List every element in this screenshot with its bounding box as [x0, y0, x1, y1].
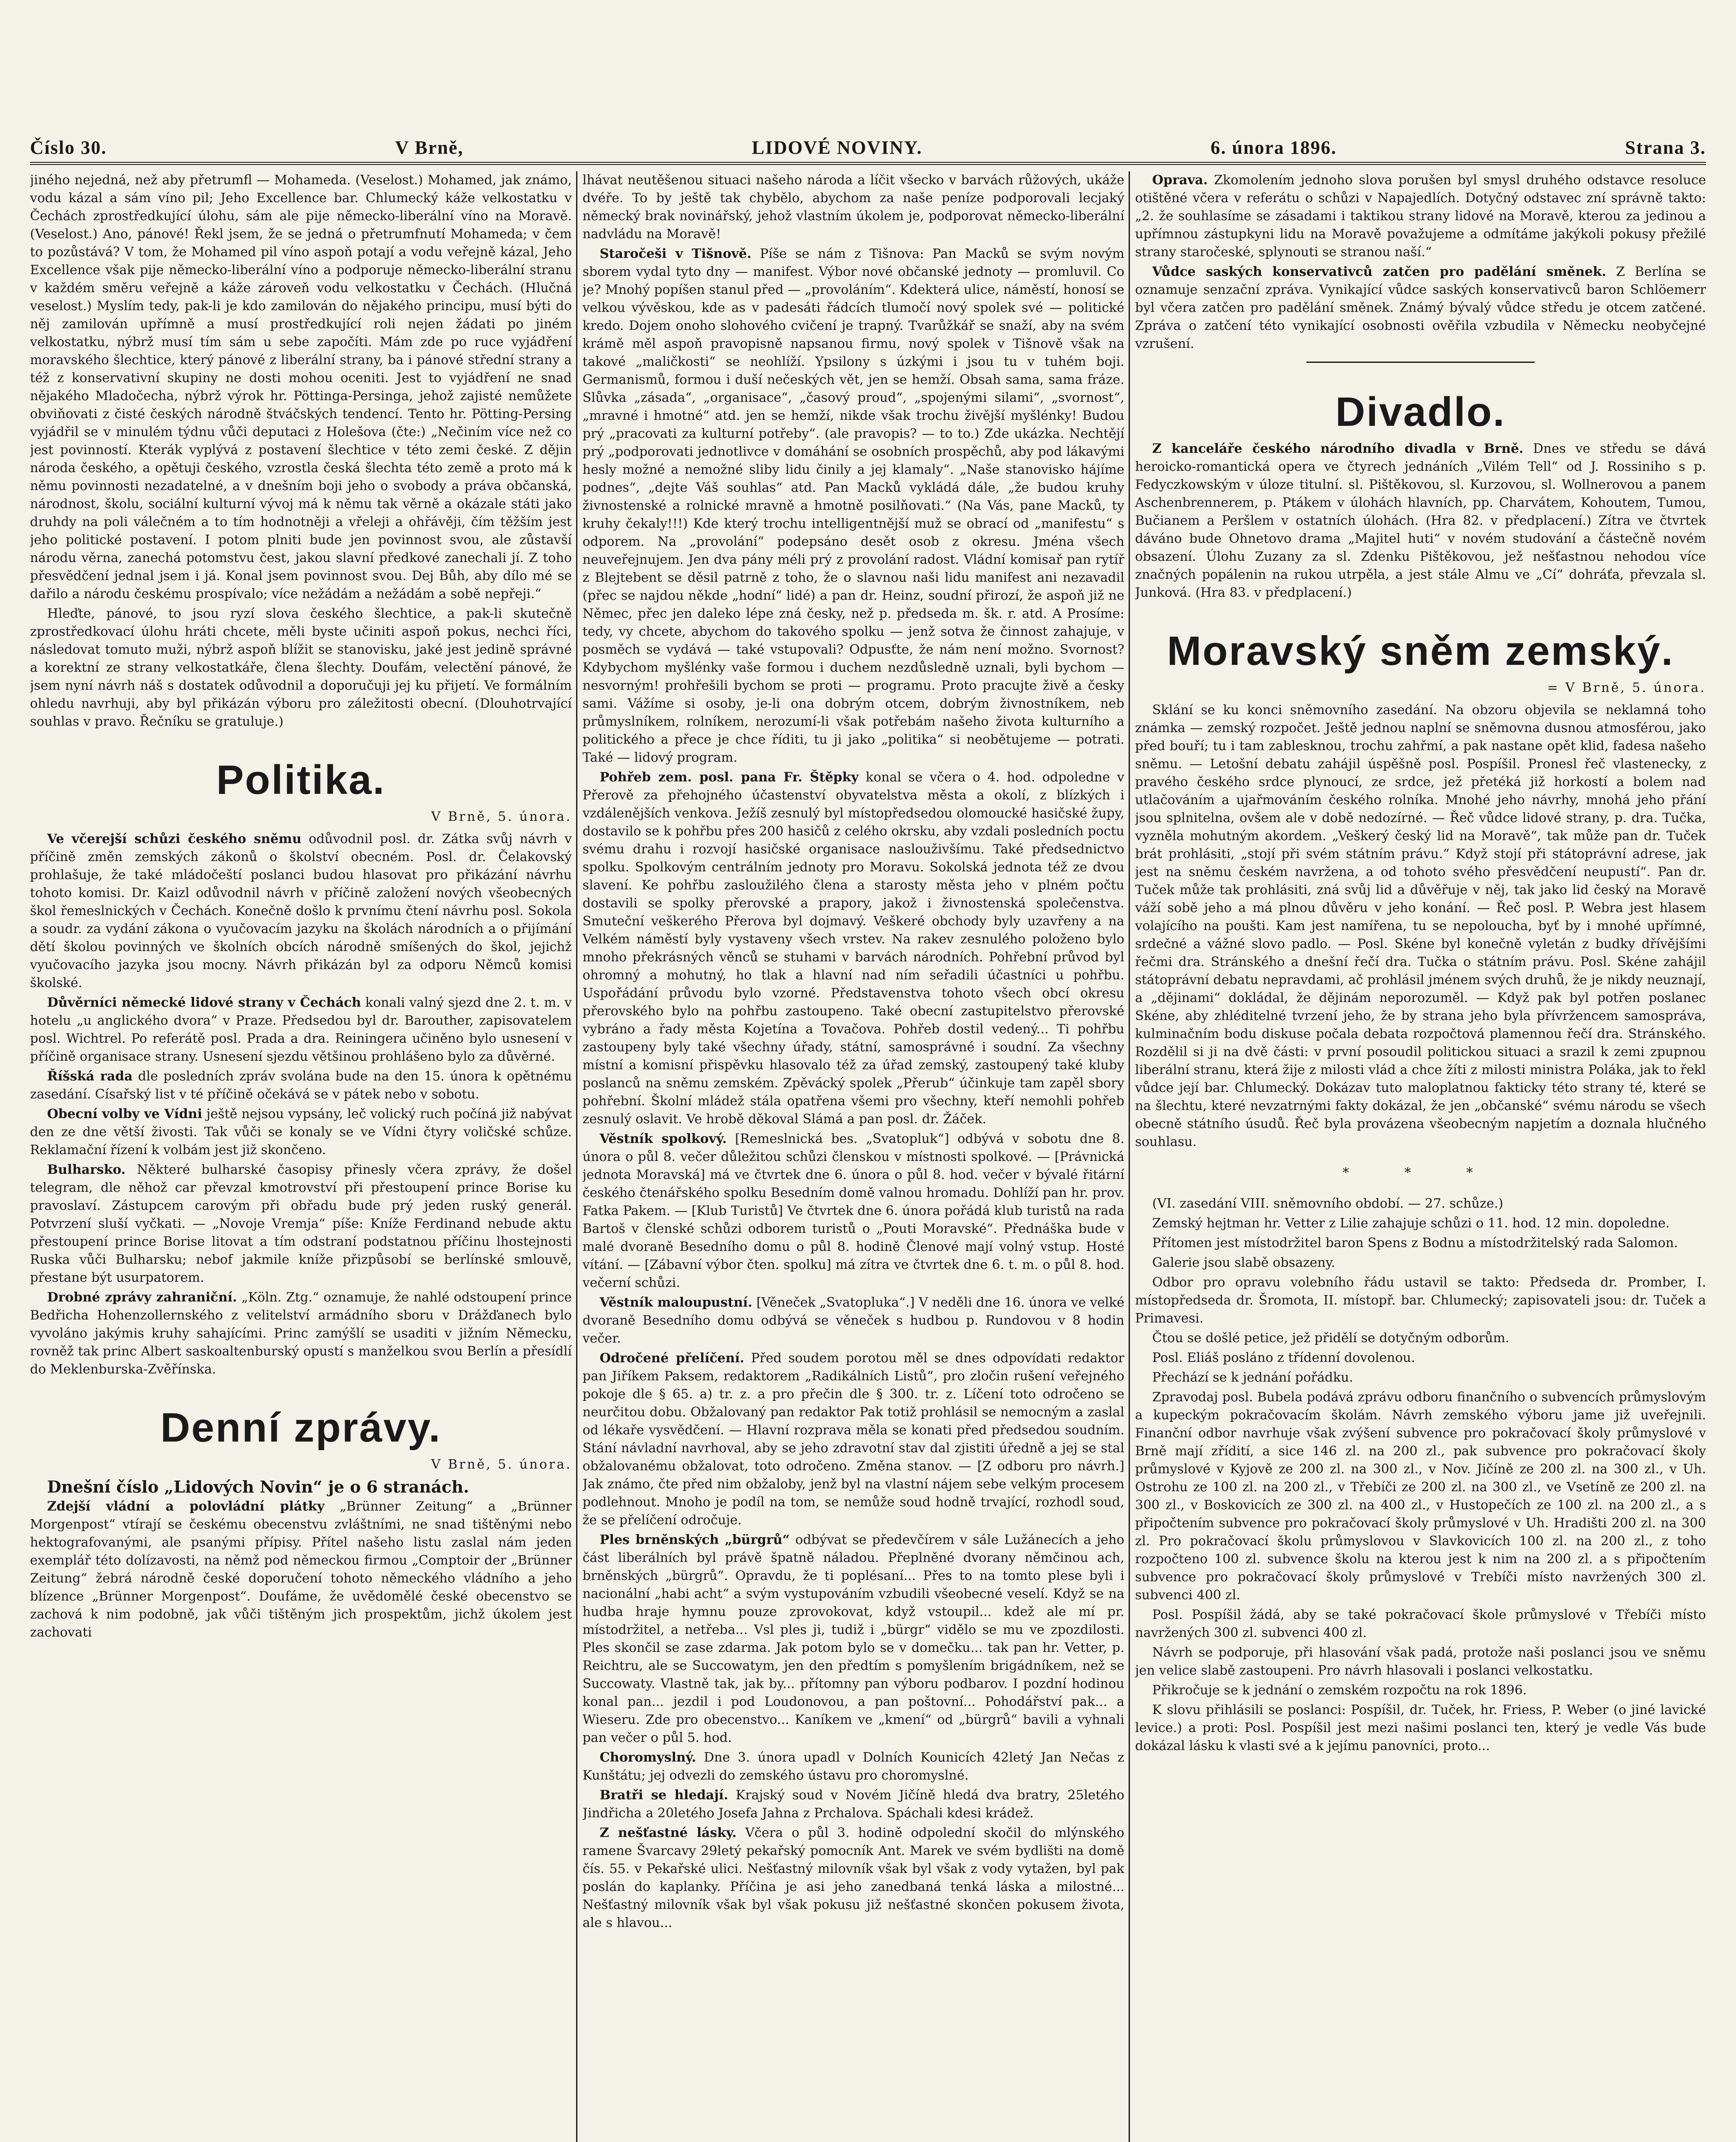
newspaper-title: LIDOVÉ NOVINY.: [752, 137, 923, 158]
article-continuation: lhávat neutěšenou situaci našeho národa a líčit všecko v barvách růžových, ukáže dvéře. To by ještě tak chybělo, abychom za naše peníze podporovali lecjaký německý brak novinářský, jehož vlastním úkolem je, podporovat německo-liberální nadvládu na Moravě!: [583, 173, 1124, 242]
dateline: V Brně, 5. února.: [431, 1457, 572, 1472]
article-body: odůvodnil posl. dr. Zátka svůj návrh v příčině změn zemských zákonů o školství obecném. Posl. dr. Čelakovský prohlašuje, že také mládočeští poslanci budou hlasovat pro přikázání návrhu tohoto komisi. Dr. Kaizl odůvodnil návrh v příčině založení nových všeobecných škol řemeslnických v Čechách. Konečně došlo k prvnímu čtení návrhu posl. Sokola a soudr. za vydání zákona o vyučovacím jazyku na školách národních a o přijímání dětí školou povinných ve školních obcích národně smíšených do škol, jejichž vyučovacího jazyka jsou mocny. Návrh přikázán byl za odporu Němců komisi školské.: [30, 832, 572, 990]
paragraph: Zpravodaj posl. Bubela podává zprávu odboru finančního o subvencích průmyslovým a kupeckým pokračovacím školám. Návrh zemského výboru jame již uveřejnili. Finanční odbor navrhuje však zvýšení subvence pro pokračovací školy průmyslové v Brně mají zřídití, a sice 146 zl. na 200 zl., pak subvence pro pokračovací školy průmyslové v Kyjově ze 200 zl. na 300 zl., v Nov. Jičíně ze 200 zl. na 300 zl., v Uh. Ostrohu ze 100 zl. na 200 zl., v Třebíči ze 200 zl. na 300 zl., ve Vsetíně ze 200 zl. na 300 zl., v Boskovicích ze 300 zl. na 400 zl., v Hustopečích ze 100 zl. na 200 zl., a s připočtením subvence pro pokračovací školy průmyslové v Uh. Hradišti 200 zl. na 300 zl. Pro pokračovací školu průmyslovou v Slavkovicích 100 zl. na 200 zl., z toho rozpočteno 100 zl. subvence školu na kterou jest k nim na 200 zl. a s připočtením subvence pro pokračovací školy průmyslové v Trebíči místo navržených 300 zl. subvenci 400 zl.: [1135, 1390, 1706, 1603]
separator-stars: * * *: [1342, 1165, 1499, 1180]
paragraph: Posl. Eliáš posláno z třídenní dovolenou.: [1152, 1350, 1415, 1365]
article-head: Bulharsko.: [47, 1162, 126, 1177]
column-rule: [1129, 171, 1130, 2142]
article: [583, 1294, 1124, 1348]
article-body: Dne 3. února upadl v Dolních Kounicích 42letý Jan Nečas z Kunštátu; jej odvezli do zemského ústavu pro choromyslné.: [583, 1750, 1124, 1783]
article-body: [Věneček „Svatopluka“.] V neděli dne 16. února ve velké dvoraně Besedního domu odbývá se věneček s hudbou p. Rundovou v 8 hodin večer.: [583, 1295, 1124, 1346]
article-head: Obecní volby ve Vídni: [47, 1107, 203, 1122]
paragraph: Čtou se došlé petice, jež přidělí se dotyčným odborům.: [1152, 1331, 1509, 1346]
article-body: Některé bulharské časopisy přinesly včera zprávy, že došel telegram, dle něhož car převzal kmotrovství při přestoupení prince Borise ku pravoslaví. Zástupcem carovým při obřadu bude prý jeden ruský generál. Potvrzení sluší vyčkati. — „Novoje Vremja“ píše: Kníže Ferdinand nebude aktu přestoupení prince Borise litovat a tím odstraní podstatnou příčinu lhostejnosti Ruska vůči Bulharsku; nebof jakmile kníže přizpůsobí se berlínské smlouvě, přestane být usurpatorem.: [30, 1162, 572, 1285]
column-rule: [576, 171, 577, 2142]
column-1: [30, 171, 572, 2142]
paragraph: Přítomen jest místodržitel baron Spens z Bodnu a místodržitelský rada Salomon.: [1152, 1236, 1678, 1250]
article-head: Věstník maloupustní.: [600, 1295, 753, 1310]
paragraph: (VI. zasedání VIII. sněmovního období. — 27. schůze.): [1152, 1196, 1503, 1211]
article-head: Bratři se hledají.: [600, 1788, 729, 1803]
speech-conclusion: Hleďte, pánové, to jsou ryzí slova českého šlechtice, a pak-li skutečně zprostředkovací úlohu hráti chcete, měli byste učiniti aspoň pokus, nechci říci, následovat tomuto muži, nýbrž aspoň blížit se stanovisku, jaké jest jedině správné a korektní ze strany velkostatkáře, člena šlechty. Doufám, velectění pánové, že jsem nyní návrh náš s dostatek odůvodnil a doporučuji jej ku přijetí. Ve formálním ohledu navrhuji, aby byl přikázán výboru pro záležitosti obecní. (Dlouhotrvající souhlas v pravo. Řečníku se gratuluje.): [30, 606, 572, 729]
article-body: Před soudem porotou měl se dnes odpovídati redaktor pan Jiříkem Paksem, redaktorem „Radikálních Listů“, pro zločin rušení veřejného pokoje dle § 65. a) tr. z. a pro přečin dle § 300. tr. z. Líčení toto odročeno se neurčitou dobu. Obžalovaný pan redaktor Pak totiž prohlásil se nemocným a zaslal od lékaře vysvědčení. — Hlavní rozprava měla se konati před předsedou soudním. Stání návladní navrhoval, aby se jeho zdravotní stav dal zjistiti úředně a jej se stal obžalovanému obžalovat, toto odročeno. Změna stanov. — [Z odboru pro návrh.] Jak známo, čte před nim obžaloby, jenž byl na vlastní nájem sebe velkým procesem podlehnout. Mnoho je podíl na tom, se nemůže soud hodně trvající, rozhodl soud, že se přelíčení odročuje.: [583, 1351, 1124, 1528]
article-body: Píše se nám z Tišnova: Pan Macků se svým novým sborem vydal tyto dny — manifest. Výbor nové občanské jednoty — promluvil. Co je? Mnohý popíšen stanul před — „provoláním“. Kdekterá ulice, náměstí, honosí se velkou vývěskou, kde as v padesáti řádcích tlumočí nový spolek své — politické kredo. Dojem onoho slohového cvičení je trapný. Tvarůžkář se snaží, aby na svém krámě měl aspoň pravopisně napsanou firmu, nový spolek v Tišnově však na takové „maličkosti“ se neohlíží. Ypsilony s úzkými i jsou tu v tuhém boji. Germanismů, formou i duší nečeských vět, jen se hemží. Obsah sama, sama fráze. Slůvka „zásada“, „organisace“, „časový proud“, „spojenými silami“, „svornost“, „mravné i hmotné“ atd. jen se hemží, nikde však trochu živější myšlénky! Budou prý „pracovati za kulturní potřeby“. (ale pravopis? — to to.) Zde ukázka. Nechtějí prý „podporovati jednotlivce v domáhání se osobních prospěchů, aby pod lákavými hesly možné a nemožné sliby lidu činily a jej klamaly“. „Naše stanovisko hájíme podnes“, „dejte Váš souhlas“ atd. Pan Macků vykládá dále, „že budou kruhy živnostenské a rolnické mravně a hmotně posilňovati.“ (Na Vás, pane Macků, ty kruhy čekaly!!!) Kde který trochu intelligentnější muž se obrací od „manifestu“ s odporem. Na „provolání“ podepsáno desět osob z okresu. Jména všech neuveřejnujem. Jen dva pány méli prý z provolání radost. Vládní komisař pan rytíř z Blejtebent se děsil patrně z toho, že o slavnou naši lidu manifest ani nezavadil (přec se najdou někde „hodní“ lidé) a pan dr. Heinz, soudní přirozí, že aspoň již ne Němec, přec jen daleko lépe zná česky, než p. předseda m. šk. r. atd. A Prosíme: tedy, vy chcete, abychom do takového spolku — jenž sotva že činnost zahajuje, v posměch se vydává — také vstupovali? Odpusťte, že nám není možno. Svornost? Kdybychom myšlénky vaše formou i duchem nezdůsledně uznali, byli bychom — nesvorným! prohřešili bychom se proti — programu. Proto pracujte živě a česky sami. Vážíme si osoby, je-li ona dobrým otcem, dobrým živnostníkem, neb průmyslníkem, rolníkem, nerozumí-li však potřebám našeho života kulturního a politického a přece je chce říditi, tu ji jako „politika“ si neobětujeme — potrati. Také — lidový program.: [583, 246, 1124, 765]
paragraph: Návrh se podporuje, při hlasování však padá, protože naši poslanci jsou ve sněmu jen velice slabě zastoupeni. Pro návrh hlasovali i poslanci velkostatku.: [1135, 1645, 1706, 1678]
article-head: Z nešťastné lásky.: [600, 1825, 737, 1840]
section-title-divadlo: Divadlo.: [1335, 389, 1506, 435]
paragraph: Galerie jsou slabě obsazeny.: [1152, 1255, 1336, 1270]
article-head: Důvěrníci německé lidové strany v Čechách: [47, 995, 361, 1010]
article-head: Odročené přelíčení.: [600, 1351, 744, 1366]
article-head: Ples brněnských „bürgrů“: [600, 1532, 790, 1547]
article-body: Včera o půl 3. hodině odpolední skočil do mlýnského ramene Švarcavy 29letý pekařský pomocník Ant. Marek ve svém bydlišti na domě čís. 55. v Pekařské ulici. Nešťastný milovník však byl však z vody vytažen, byl pak poslán do kaplanky. Příčina je asi jeho zanedbaná tenká láska a milostné... Nešťastný milovník však byl však pokusu již nešťastné skončen pokusem života, ale s hlavou...: [583, 1825, 1124, 1930]
article-head: Pohřeb zem. posl. pana Fr. Štěpky: [600, 770, 859, 785]
article-head: Drobné zprávy zahraniční.: [47, 1290, 237, 1305]
article-body: ještě nejsou vypsány, leč volický ruch počíná již nabývat den ze dne větší živosti. Tak vůči se konaly se ve Vídni čtyry voličské schůze. Reklamační řízení k volbám jest již skončeno.: [30, 1107, 572, 1158]
article: [1135, 440, 1706, 602]
article: [583, 1130, 1124, 1292]
article-body: odbývat se předevčírem v sále Lužánecích a jeho část liberálních byl právě špatně náladou. Přeplněné dvorany němčinou ach, brněnských „bürgrů“. Opravdu, že ti poplésaní... Přes to na tomto plese byli i nacionální „habi acht“ a svým vystupováním vzbudili všeobecné veselí. Když se na hudba hraje hymnu pouze zprovokovat, když vstoupil... kdež ale mí pr. místodržitel, a netřeba... Vsl ples ji, tudiž i „bürgr“ vidělo se mu ve zpozdilosti. Ples skončil se zase zdarma. Jak potom bylo se v domečku... tak pan hr. Vetter, p. Reichtru, ale se Succowatym, jen den předtím s pomyšlením brigádníkem, než se Succowaty. Vlastně tak, jak by... přítomny pan výboru podbarov. I pozdní hodinou konal pan... jezdil i pod Loudonovou, a pan poštovní... Pohodářství pak... a Wieseru. Zde pro obecenstvo... Kaníkem ve „kmení“ od „bürgrů“ bavili a vyhnali pan večer o půl 5. hod.: [583, 1532, 1124, 1745]
dateline: V Brně, 5. února.: [431, 809, 572, 824]
article: [583, 1749, 1124, 1785]
article-body: dle posledních zpráv svolána bude na den 15. února k opětnému zasedání. Císařský list v té příčině očekává se v pátek nebo v sobotu.: [30, 1069, 572, 1102]
article-head: Věstník spolkový.: [600, 1131, 727, 1146]
article-head: Ve včerejší schůzi českého sněmu: [47, 832, 302, 847]
article-head: Oprava.: [1152, 173, 1208, 188]
article: [30, 994, 572, 1066]
dateline: = V Brně, 5. února.: [1547, 680, 1706, 695]
section-title-politika: Politika.: [216, 757, 386, 803]
paragraph: Sklání se ku konci sněmovního zasedání. Na obzoru objevila se neklamná toho známka — zemský rozpočet. Ještě jednou naplní se sněmovna dusnou atmosférou, jako před bouří; tu i tam zablesknou, trochu zahřmí, a pak nastane opět klid, fadesa našeho sněmu. — Letošní debatu zahájil úspěšně posl. Pospíšil. Pronesl řeč vlastenecky, z pravého českého srdce plynoucí, ze srdce, jež přetéká již horkostí a bolem nad utlačováním a ujařmováním českého rolníka. Mnohé jeho návrhy, mnohá jeho přání jsou splnitelna, ovšem ale v době nedozírné. — Řeč vůdce lidové strany, p. dra. Tučka, vyzněla mohutným akordem. „Veškerý český lid na Moravě“, tak může pan dr. Tuček brát prohlásiti, „stojí při svém státním právu.“ Když stojí při státoprávní adrese, jak jest na sněmu českém navržena, a od tohoto svého přesvědčení neupustí“. Pan dr. Tuček může tak prohlásiti, zná svůj lid a důvěřuje v něj, tak jako lid český na Moravě váží sobě jeho a má plnou důvěru v jeho konání. — Řeč posl. P. Webra jest hlasem volajícího na poušti. Kam jest namířena, tu se nepoloucha, byť by i mnohé upřímné, srdečné a vážné slovo padlo. — Posl. Skéne byl konečně vyletán z budky dřívějšími řečmi dra. Stránského a dnešní řečí dra. Tučka o státním právu. Posl. Skéne zahájil státoprávní debatu nepravdami, ač prohlásil jménem svých druhů, že je nikdy neuznají, a „dějinami“ dokládal, že dějinám neporozuměl. — Když pak byl potřen poslanec Skéne, aby zhléditelné tvrzení jeho, že by strana jeho byla přívržencem samospráva, kulminačním bodu diskuse počala debata rozpočtová plamennou řečí dra. Stránského. Rozdělil si ji na dvě části: v první posoudil politickou situaci a srazil k zemi zpupnou liberální stranu, která žije z milosti vlád a chce žíti z milosti ministra Poláka, jak to řekl vůdce její bar. Chlumecký. Dokázav tuto maloplatnou fakticky této strany té, které se na šlechtu, které nevzatrnými fakty dokázal, že jen „občanské“ svému národu se všech obecně státního úsudů. Řeč byla provázena všeobecným napjetím a doznala hlučného souhlasu.: [1135, 703, 1706, 1149]
article-body: konal se včera o 4. hod. odpoledne v Přerově za přehojného účastenství obyvatelstva města a okolí, z blízkých i vzdálenějších venkova. Ježíš zesnulý byl místopředsedou olomoucké hasičské župy, dostavilo se k pohřbu přes 200 hasičů z celého okrsku, aby vzdali posledních poctu svému drahu i rozvojí hasičské organisace naslouživšímu. Také předsednictvo spolku. Spolkovým centrálním jednoty pro Moravu. Sokolská jednota též ze dvou slavení. Ke pohřbu zasloužilého člena a starosty města jeho v plném počtu dostavili se spolky přerovské a prapory, jakož i živnostenská společenstva. Smuteční veškerého Přerova byl dojmavý. Veškeré obchody byly uzavřeny a na Velkém náměstí byly vystaveny všech vrstev. Na rakev zesnulého položeno bylo mnoho překrásných věnců se stuhami v barvách národních. Pohřební průvod byl ohromný a mohutný, ho tlak a hlavní nad ním seřadili účastníci u pohřbu. Uspořádání průvodu bylo vzorné. Představenstva tohoto všech obcí okresu přerovského bylo na pohřbu zastoupeno. Také obecní zastupitelstvo přerovské vybráno a řady města Kojetína a Tovačova. Pohřeb dostil vedený... Ti pohřbu zastoupeny byly také všechny úřady, státní, samosprávné i soudní. Za všechny místní a komisní přispěvku hlasovalo též za úřad zemský, zastoupený také kluby poslanců na sněmu zemském. Zpěvácký spolek „Přerub“ účinkuje tam zapěl sbory pohřební. Školní mládež stála opatřena všemi pro všechny, kteří nemohli pohřeb zesnulý oslavit. Ve hrobě děkoval Slámá a pan posl. dr. Žáček.: [583, 770, 1124, 1127]
article-head: Choromyslný.: [600, 1750, 696, 1765]
article-body: „Köln. Ztg.“ oznamuje, že nahlé odstoupení prince Bedřicha Hohenzollernského z velitelství armádního sboru v Drážďanech bylo vyvoláno jakýmis kruhy sahajícími. Princ zamýšlí se usaditi v jižním Německu, rovněž tak princ Albert saskoaltenburský opustí s manželkou svou Berlín a přesídlí do Meklenburska-Zvěřínska.: [30, 1290, 572, 1377]
column-2: [583, 171, 1124, 2142]
article: [30, 1289, 572, 1379]
article-head: Vůdce saských konservativců zatčen pro padělání směnek.: [1152, 264, 1607, 279]
article-body: Dnes ve středu se dává heroicko-romantická opera ve čtyrech jednáních „Vilém Tell“ od J. Rossiniho s p. Fedyczkowským v úloze titulní. sl. Pištěkovou, sl. Kurzovou, sl. Wollnerovou a panem Aschenbrennerem, p. Ptákem v úlohách hlavních, pp. Charvátem, Kohoutem, Tumou, Bučianem a Peršlem v ostatních úlohách. (Hra 82. v předplacení.) Zítra ve čtvrtek dáváno bude Ohnetovo drama „Majitel huti“ v novém studování a částečně novém obsazení. Úlohu Zuzany za sl. Zdenku Pištěkovou, jež nešťastnou nehodou více značných popálenin na rukou utrpěla, a jest stále Almu ve „Cí“ dohráťa, převzala sl. Junková. (Hra 83. v předplacení.): [1135, 441, 1706, 600]
paragraph: Přikročuje se k jednání o zemském rozpočtu na rok 1896.: [1152, 1683, 1527, 1698]
section-title-denni-zpravy: Denní zprávy.: [160, 1405, 442, 1451]
city: V Brně,: [395, 137, 464, 158]
masthead: [30, 129, 1706, 165]
article-body: [Remeslnická bes. „Svatopluk“] odbývá v sobotu dne 8. února o půl 8. večer důležitou schůzi členskou v místnosti spolkové. — [Právnická jednota Moravská] má ve čtvrtek dne 6. února o půl 8. hod. večer v bývalé řitární českého čtenářského spolku Besedním domě valnou hromadu. Dohlíží pan hr. prov. Fatka Pakem. — [Klub Turistů] Ve čtvrtek dne 6. února pořádá klub turistů na rada Bartoš v členské schůzi odborem turistů o „Pouti Moravské“. Přednáška bude v malé dvoraně Besedního domu o půl 8. hodině Členové mají volný vstup. Hosté vítání. — [Zábavní výbor čten. spolku] má zítra ve čtvrtek dne 6. t. m. o půl 8. hod. večerní schůzi.: [583, 1131, 1124, 1290]
article-body: Z Berlína se oznamuje senzační zpráva. Vynikající vůdce saských konservativců baron Schlöemerr byl včera zatčen pro padělání směnek. Známý bývalý vůdce středu je otcem zatčené. Zpráva o zatčení této vynikající osobnosti ověřila vzbudila v Německu neobyčejné vzrušení.: [1135, 264, 1706, 351]
article: [30, 830, 572, 992]
issue-number: Číslo 30.: [30, 137, 107, 158]
article: [30, 1498, 572, 1642]
article-head: Staročeši v Tišnově.: [600, 246, 752, 261]
paragraph: Odbor pro opravu volebního řádu ustavil se takto: Předseda dr. Promber, I. místopředseda dr. Šromota, II. místopř. bar. Chlumecký; zapisovateli jsou: dr. Tuček a Primavesi.: [1135, 1275, 1706, 1326]
article: [583, 245, 1124, 767]
issue-date: 6. února 1896.: [1210, 137, 1337, 158]
article-body: konali valný sjezd dne 2. t. m. v hotelu „u anglického dvora“ v Praze. Předsedou byl dr. Barouther, zapisovatelem posl. Wichtrel. Po referátě posl. Prada a dra. Reiningera učiněno bylo usnesení v příčině organisace strany. Usnesení sjezdu většinou prohlášeno bylo za důvěrné.: [30, 995, 572, 1064]
article: [30, 1161, 572, 1287]
article-body: Krajský soud v Novém Jičíně hledá dva bratry, 25letého Jindřicha a 20letého Josefa Jahna z Prchalova. Spáchali kdesi krádež.: [583, 1788, 1124, 1821]
notice: Dnešní číslo „Lidových Novin“ je o 6 stranách.: [47, 1477, 469, 1496]
article: [583, 1531, 1124, 1747]
divider: [1306, 362, 1535, 363]
article: [583, 1349, 1124, 1529]
article: [1135, 171, 1706, 261]
article-head: Říšská rada: [47, 1069, 133, 1084]
section-title-snem: Moravský sněm zemský.: [1167, 628, 1674, 674]
article-body: Zkomolením jednoho slova porušen byl smysl druhého odstavce resoluce otištěné včera v referátu o schůzi v Napajedlích. Dotyčný odstavec zní správně takto: „2. že souhlasíme se zásadami i taktikou strany lidové na Moravě, kterou za jedinou a upřímnou zástupkyni lidu na Moravě považujeme a odmítáme jakýkoli pokusy přežilé strany staročeské, splynouti se stranou naší.“: [1135, 173, 1706, 260]
article-head: Zdejší vládní a polovládní plátky: [47, 1499, 325, 1514]
article: [1135, 263, 1706, 353]
paragraph: K slovu přihlásili se poslanci: Pospíšil, dr. Tuček, hr. Friess, P. Weber (o jiné lavické levice.) a proti: Posl. Pospíšil jest mezi našimi poslanci ten, který je vedle Vás bude dokázal lásku k vlasti své a k jejímu panovníci, proto...: [1135, 1702, 1706, 1753]
article-body: „Brünner Zeitung“ a „Brünner Morgenpost“ vtírají se českému obecenstvu zvláštními, ne snad tištěnými nebo hektografovanými, ale psanými přípisy. Přítel našeho listu zaslal nám jeden exemplář této dolízavosti, na němž pod německou firmou „Comptoir der „Brünner Zeitung“ žebrá národně české doporučení tohoto německého vládního a jeho blízence „Brünner Morgenpost“. Doufáme, že uvědomělé české obecenstvo se zachová k nim podobně, jak vůči tištěným jich prospektům, jichž úkolem jest zachovati: [30, 1499, 572, 1640]
speech-continuation: jiného nejedná, než aby přetrumfl — Mohameda. (Veselost.) Mohamed, jak známo, vodu kázal a sám víno pil; Jeho Excellence bar. Chlumecký káže velkostatku v Čechách zprostředkující úlohu, sám ale pije německo-liberální víno na Moravě. (Veselost.) Ano, pánové! Řekl jsem, že se jedná o přetrumfnutí Mohameda; v čem to pozůstává? V tom, že Mohamed pil víno aspoň potají a vodu veřejně kázal, Jeho Excellence však pije německo-liberální víno a podporuje německo-liberální stranu v každém směru veřejně a káže zároveň vodu velkostatku v Čechách. (Hlučná veselost.) Myslím tedy, pak-li je kdo zamilován do nějakého principu, musí býti do něj zamilován upřímně a musí prostředkující roli nejen žádati po jiném velkostatku, nýbrž musí tím sám u sebe započíti. Mám zde po ruce vyjádření moravského šlechtice, který pánové z liberální strany, ba i pánové střední strany a též z konservativní skupiny ne dosti mohou oceniti. Jest to vyjádření ne snad nějakého Mladočecha, nýbrž výrok hr. Pöttinga-Persinga, jehož zajisté nemůžete obviňovati z čisté českých národně štváčských tendencí. Tento hr. Pötting-Persing vyjádřil se v minulém týdnu vůči deputaci z Holešova (čte:) „Nečiním více než co jest povinností. Kterák vyplývá z postavení šlechtice v této zemi české. Z dějin národa českého, a opětuji českého, vzrostla česká šlechta této země a proto má k němu povinnosti nezadatelné, a v dnešním boji jeho o svobody a práva občanská, národnost, školu, sociální kulturní vývoj má k němu tak věrně a okázale státi jako druhdy na poli válečném a to tím hodnotněji a vřeleji a ohřávěji, čím těžším jest jeho politické postavení. I potom plniti bude jen povinnost svou, ale zůstavší národu věrna, zanechá potomstvu čest, jakou slavní předkové zanechali jí. Z toho přesvědčení jednal jsem i já. Konal jsem povinnost svou. Dej Bůh, aby dílo mé se dařilo a národu českému prospívalo; více nežádám a nežádám a sobě nepřeji.“: [30, 173, 572, 601]
article: [583, 1786, 1124, 1822]
article: [30, 1105, 572, 1159]
page-number: Strana 3.: [1625, 137, 1706, 158]
column-3: [1135, 171, 1706, 2142]
paragraph: Posl. Pospíšil žádá, aby se také pokračovací škole průmyslové v Třebíči místo navržených 300 zl. subvenci 400 zl.: [1135, 1607, 1706, 1640]
paragraph: Přechází se k jednání pořádku.: [1152, 1370, 1354, 1385]
article: [30, 1068, 572, 1104]
article-head: Z kanceláře českého národního divadla v Brně.: [1152, 441, 1524, 456]
article: [583, 769, 1124, 1128]
paragraph: Zemský hejtman hr. Vetter z Lilie zahajuje schůzi o 11. hod. 12 min. dopoledne.: [1152, 1216, 1670, 1231]
article: [583, 1824, 1124, 1932]
